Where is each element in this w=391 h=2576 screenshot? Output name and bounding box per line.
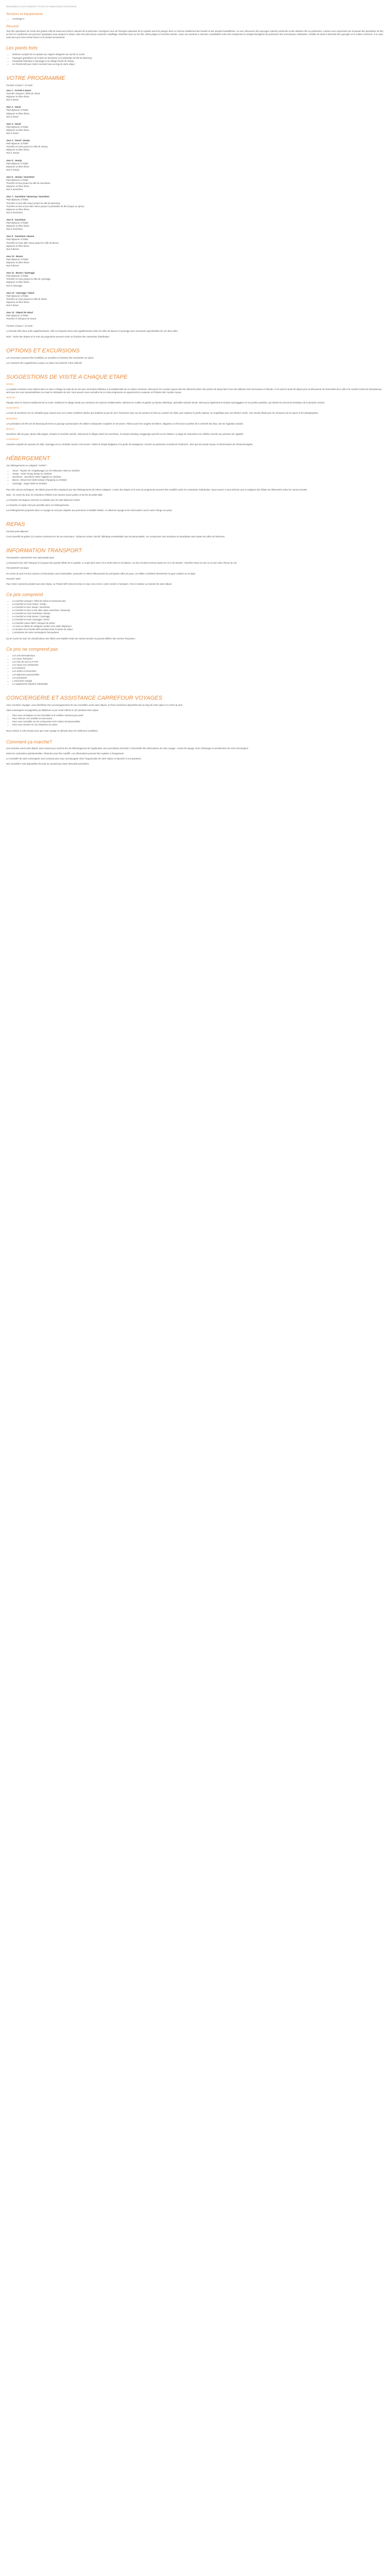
- day-line: Nuit à Seoul.: [6, 98, 19, 101]
- day-line: Déjeuner et dîner libres.: [6, 244, 30, 247]
- prix-note: (1) En Corée du Sud, les classifications des hôtels sont établies selon les normes locales et peuvent différer des normes françaises.: [6, 637, 136, 640]
- day-line: Petit déjeuner à l'hôtel.: [6, 109, 29, 112]
- day-line: Transfert en train aller-retour jusqu'à la ville de Busan.: [6, 241, 59, 244]
- day-line: Transfert en taxi ville-retour jusqu'à la ville de Boseong.: [6, 201, 61, 205]
- day-line: Déjeuner et dîner libres.: [6, 185, 30, 188]
- list-item: • Les repas non mentionnés: [12, 664, 385, 667]
- list-item: • L'assurance voyage: [12, 680, 385, 683]
- day-line: Nuit à Suncheon.: [6, 188, 23, 191]
- options-title: OPTIONS ET EXCURSIONS: [6, 347, 80, 354]
- day-line: Petit déjeuner à l'hôtel.: [6, 314, 29, 317]
- day-block: [6, 176, 385, 191]
- options-text: Les excursions peuvent être modifiées ou annulées en fonction des contraintes sur place.: [6, 356, 94, 359]
- transport-text-3: Pour rester connecté pendant tout votre séjour, un Pocket WiFi (4G) est inclus et vous sera remis à votre arrivée à l'aéroport. Il est à restituer au moment de votre départ.: [6, 582, 172, 585]
- heb-text-2: Les hébergements proposés dans ce voyage ne sont pas adaptés aux personnes à mobilité réduite. Le détail du voyage et les réservations sont à votre charge sur place.: [6, 509, 173, 512]
- list-item: • L'assistance de notre conciergerie francophone: [12, 631, 385, 634]
- list-item: • Couchage #: [12, 18, 385, 21]
- options-text-2: Les montants des suppléments à payer sur place sont donnés à titre indicatif.: [6, 361, 83, 364]
- suggestion-text: Les plantations de thé vert de Boseong forment un paysage spectaculaire de collines verdoyantes sculptées en terrasses. Flânez parmi les rangées de théiers, dégustez un thé local et profitez de la sérénité des lieux, loin de l'agitation urbaine.: [6, 422, 244, 425]
- formula-text: La formule offre deux nuits supplémentaires. Elle se compose d'une nuit supplémentaire dans les villes de Busan et Gyeongju avec excursions approfondies de ces deux villes.: [6, 330, 178, 333]
- list-item: • Gyeongju : Sugar hotel ou similaire: [12, 482, 385, 485]
- day-line: Déjeuner et dîner libres.: [6, 112, 30, 115]
- list-item: • Itinéraire complet de la capitale aux régions éloignées du sud de la Corée: [12, 53, 385, 56]
- day-title: Jour 12 : Gyeongju / Séoul: [6, 291, 35, 294]
- day-line: Petit déjeuner à l'hôtel.: [6, 142, 29, 145]
- day-line: Déjeuner et dîner libres.: [6, 128, 30, 131]
- day-line: Déjeuner et dîner libres.: [6, 300, 30, 303]
- day-line: Transfert aéroport / hôtel de Séoul.: [6, 92, 41, 95]
- concierge-text-2: Votre conciergerie est joignable par téléphone et par email 24h/24 et 7j/7 pendant votre séjour.: [6, 709, 99, 711]
- suggestion-text: Plongez dans le charme traditionnel de la Corée. Entdécrez le village hanok aux centaines de maisons traditionnelles, sillonnez les ruelles et goûtez au fameux bibimbap, spécialité culinaire locale. Découvrez également le temple Gyeonggijeon et ses jardins paisibles, qui abritent le portrait du fondateur de la dynastie Joseon.: [6, 401, 325, 404]
- end-text-2: Selon les contraintes opérationnelles, l'itinéraire peut être modifié. Les informations peuvent être sujettes à changement.: [6, 752, 124, 755]
- concierge-list: [6, 714, 385, 726]
- day-line: Transfert en train jusqu'à la ville de Séoul.: [6, 297, 47, 300]
- list-item: • Le supplément chambre individuelle: [12, 683, 385, 686]
- day-line: Petit déjeuner à l'hôtel.: [6, 294, 29, 297]
- transport-text-2: En Corée du Sud, les bus express et interurbains sont confortables, ponctuels et relient efficacement les principales villes du pays. Les billets s'achètent directement en gare routière ou en ligne.: [6, 572, 196, 575]
- suggestion-title: SEOUL :: [6, 382, 15, 385]
- day-block: [6, 218, 385, 231]
- list-item: • Paysages grandioses de la baie de Suncheon et la plantation de thé de Boseong: [12, 57, 385, 60]
- day-block: [6, 106, 385, 118]
- list-item: • Les visites et excursions: [12, 670, 385, 673]
- day-line: Transfert en bus jusqu'à la ville de Suncheon.: [6, 182, 51, 185]
- nonprix-list: [6, 654, 385, 686]
- day-line: Déjeuner et dîner libres.: [6, 208, 30, 211]
- day-line: Petit déjeuner à l'hôtel.: [6, 275, 29, 278]
- day-title: Jour 11 : Busan / Gyeongju: [6, 272, 35, 275]
- concierge-text: Avec Carrefour Voyages, vous bénéficiez d'un accompagnement de nos conseillers avant votre départ, et d'une assistance disponible tout au long de votre séjour en Corée du Sud.: [6, 703, 183, 706]
- end-text-3: Le conseiller de notre conciergerie vous contacte pour vous accompagner dans l'organisation de votre séjour et répondre à vos questions.: [6, 757, 142, 760]
- suggestion-text: Ancienne capitale du royaume de Silla, Gyeongju est un véritable musée à ciel ouvert. Visitez le temple Bulguksa et la grotte de Seokguram, classés au patrimoine mondial de l'UNESCO, ainsi que les tumuli royaux et l'observatoire de Cheomseongdae.: [6, 443, 253, 446]
- list-item: • Pour vous assister en cas d'imprévu sur place: [12, 723, 385, 726]
- transport-text-1: La limousine bus relie l'aéroport à la plupart des grands hôtels de la capitale. Le trajet dure entre 1h et 1h30 selon la circulation. Les bus circulent environ toutes les 15 à 30 minutes. Transfert retour en taxi ou en bus selon l'heure du vol.: [6, 562, 237, 565]
- list-item: • Escapade historique à Gyeongju et au village hanok de Jeonju: [12, 60, 385, 63]
- suggestions-list: [6, 383, 385, 446]
- list-item: • Les boissons: [12, 667, 385, 670]
- suggestion-text: La baie de Suncheon est un véritable joyau naturel avec ses vastes roselières dorées qui ondulent au gré du vent. Promenez-vous sur les pontons en bois au coucher du soleil, puis explorez le jardin national, un magnifique parc aux thèmes variés. Une escale idéale pour les amoureux de la nature et les photographes.: [6, 412, 319, 415]
- day-title: Jour 6 : Jeonju / Suncheon: [6, 175, 35, 178]
- resume-title: Résumé: [6, 25, 19, 29]
- end-title: Comment ça marche?: [6, 739, 52, 744]
- nonprix-title: Ce prix ne comprend pas: [6, 646, 58, 652]
- points-title: Les points forts: [6, 45, 38, 51]
- day-line: Transfert en train jusqu'à la ville de Gyeongju.: [6, 278, 51, 281]
- day-line: Petit déjeuner à l'hôtel.: [6, 222, 29, 225]
- list-item: • Pour vous conseiller sur les restaurants et les visites incontournables: [12, 720, 385, 723]
- day-line: Déjeuner et dîner libres.: [6, 225, 30, 228]
- concierge-title: CONCIERGERIE ET ASSISTANCE CARREFOUR VOYAGES: [6, 694, 162, 701]
- formula-note: Formule 15 jours / 14 nuits :: [6, 325, 34, 328]
- day-title: Jour 4 : Seoul / Jeonju: [6, 139, 30, 142]
- heb-list: [6, 469, 385, 485]
- programme-title: VOTRE PROGRAMME: [6, 75, 66, 81]
- day-line: Nuit à Busan.: [6, 247, 20, 250]
- list-item: • Le transfert retour hôtel / aéroport de Séoul: [12, 622, 385, 625]
- heb-note: Note : en Corée du Sud, les chambres d'hôtels sont souvent assez petites et les lits de petite taille.: [6, 493, 103, 496]
- day-title: Jour 3 : Seoul: [6, 122, 21, 125]
- heb-note-2: La chambre est toujours réservée en double avec les petit-déjeuners inclus.: [6, 498, 81, 501]
- list-item: • Suncheon : Suncheon Hotel Yeggebe ou similaire: [12, 476, 385, 479]
- day-line: Déjeuner et dîner libres.: [6, 165, 30, 168]
- day-line: Transfert en train jusqu'à la ville de Jeonju.: [6, 145, 48, 148]
- days-list: [6, 89, 385, 320]
- list-item: • Le transfert en train Séoul / Jeonju: [12, 603, 385, 606]
- suggestion-title: GYEONGJU :: [6, 437, 20, 440]
- day-title: Jour 1 : Arrivée à Seoul: [6, 89, 31, 92]
- day-block: [6, 272, 385, 287]
- day-line: Petit déjeuner à l'hôtel.: [6, 125, 29, 128]
- day-block: [6, 139, 385, 155]
- day-line: Nuit à Suncheon.: [6, 211, 23, 214]
- suggestion-title: JEONJU :: [6, 396, 17, 399]
- suggestions-title: SUGGESTIONS DE VISITE A CHAQUE ETAPE: [6, 374, 127, 380]
- transport-title: INFORMATION TRANSPORT: [6, 548, 82, 554]
- list-item: • Pour vous renseigner sur les formalités et le meilleur moment pour partir: [12, 714, 385, 717]
- suggestion-text: La capitale coréenne vous séduira dans ce sites à l'étage du style de vie ses plus charmants délicieux à la traditionnelle de sa culture coréenne. Découvrez les 5 palais royaux dont les éléments phare des jardins de Séoul dans l'une des bâtisses d'un harmonieux à l'étendu. Il est aussi le point de départ pour la découverte de l'ensemble de la ville et le marché animé de Namdaemun, ainsi que ses vues époustouflantes sur toute la métropole de nuit. Vous pouvez vous connaître de ce vaste programme en apprenant les coutumes et l'histoire des 5 palais royaux.: [6, 387, 382, 394]
- transport-sub-2: TRANSPORT EN BUS: [6, 567, 29, 570]
- day-line: Nuit à Jeonju.: [6, 151, 20, 155]
- day-line: Déjeuner et dîner libres.: [6, 281, 30, 284]
- list-item: • Le transfert en bus Jeonju / Suncheon: [12, 606, 385, 609]
- day-title: Jour 9 : Suncheon / Busan: [6, 235, 35, 238]
- list-item: • Les vols internationaux: [12, 654, 385, 657]
- list-item: • 12 nuits en hôtels de catégorie confort avec petits déjeuners: [12, 625, 385, 628]
- list-item: • Les dépenses personnelles: [12, 673, 385, 676]
- day-block: [6, 255, 385, 267]
- list-item: • Les pourboires: [12, 676, 385, 680]
- day-line: Transfert en bus et taxi aller-retour jusqu'à la plantation de thé (soupir ou Jjeux).: [6, 205, 85, 208]
- day-line: Nuit à Jeonju.: [6, 168, 20, 171]
- transport-sub-1: TRANSFERT AEROPORT EN LIMOUSINE BUS: [6, 556, 54, 560]
- day-line: Déjeuner et dîner libres.: [6, 95, 30, 98]
- day-title: Jour 7 : Suncheon / Boseong / Suncheon: [6, 195, 50, 198]
- day-line: Déjeuner et dîner libres.: [6, 148, 30, 151]
- day-line: Nuit à Seoul.: [6, 115, 19, 118]
- repas-text: Formule petit déjeuner.: [6, 530, 29, 533]
- day-block: [6, 123, 385, 135]
- day-line: Petit déjeuner à l'hôtel.: [6, 258, 29, 261]
- list-item: • Le transfert aéroport / hôtel de Séoul en limousine bus: [12, 600, 385, 603]
- list-item: • Un Pochel wifi pour rester connecté tout au long de votre séjour: [12, 63, 385, 66]
- day-block: [6, 292, 385, 307]
- day-block: [6, 311, 385, 320]
- list-item: • Seoul : Toyoko Inn Yongdeungpo ou G9 Hakusaeu Hotel ou similaire: [12, 469, 385, 472]
- end-text: Une semaine avant votre départ, vous recevez par email le lien de téléchargement de l'application vous permettant d'accéder à l'ensemble des informations de votre voyage : carnet de voyage, bons d'échange et coordonnées de votre conciergerie.: [6, 747, 249, 750]
- list-item: • Les frais de visa ou K-ETA: [12, 660, 385, 664]
- transport-sub-3: POCKET WIFI: [6, 577, 21, 580]
- heb-text: Pour des raisons techniques, les hôtels peuvent être remplacés par des hébergements de même catégorie. L'ordre des étapes et le sens du programme peuvent être modifiés selon les contraintes d'attribution. Nous tenons à vous informer que la catégorie des hôtels est déterminée selon les normes locales.: [6, 488, 308, 491]
- concierge-text-3: Nous restons à votre écoute pour que votre voyage se déroule dans les meilleures conditions.: [6, 730, 99, 733]
- list-item: • Les taxes d'aéroport: [12, 657, 385, 660]
- resume-text: Tour des splendeurs de Corée des grottes côté de Seoul aux trésors naturels de la péninsule. Imprégnez-vous de l'énergie captivante de la capitale avant de plonger dans ce charme traditionnel des hanoks et des temples bouddhistes. Au sud, découvrez des paysages naturels préservés et des douleurs liés au patrimoine. Laissez-vous surprendre par la beauté des plantations de thé, un livre en randonnée aux parcours aquatiques pour toujours la douce valse des plus beaux souvenirs à Bulletiga. Entredez-vous sur les îles, allant plages et marchés animés, ravoir son aventure à Jeonsan, inoubliables entre des montpemet ce vestige témoignent du patrimoine des ancestrauax civilisations. Profitez de toute la diversité des paysages et la culture coréenne. Il se vous reste plus qu'à vous laisser bercer et la beauté assurément!: [6, 30, 384, 39]
- repas-text-2: Il est conseillé de goûter à la cuisine coréenne lors de vos excursions : barbecue coréen, kimchi, bibimbap et tteokbokki sont incontournables. Les restaurants sont nombreux et abordables dans toutes les villes de l'itinéraire.: [6, 535, 225, 538]
- services-list: [6, 18, 385, 21]
- day-line: Nuit à Busan.: [6, 264, 20, 267]
- list-item: • La location d'un Pocket WiFi pendant toute la durée du séjour: [12, 628, 385, 631]
- repas-title: REPAS: [6, 521, 25, 528]
- day-line: Petit déjeuner à l'hôtel.: [6, 162, 29, 165]
- day-line: Petit déjeuner à l'hôtel.: [6, 179, 29, 181]
- end-text-4: Nos conseillers sont disponibles du lundi au samedi pour toute demande particulière.: [6, 762, 90, 765]
- services-title: Services et équipements: [6, 12, 43, 16]
- day-line: Déjeuner et dîner libres.: [6, 261, 30, 264]
- day-title: Jour 13 : Départ de Séoul: [6, 311, 33, 314]
- prix-list: [6, 600, 385, 634]
- page: [0, 0, 391, 766]
- list-item: • Jeonju : Hotel Tirung Jeonju ou similaire: [12, 472, 385, 476]
- formula-note-2: Note : l'ordre des étapes et le sens du programme peuvent varier en fonction des contraintes d'attribution.: [6, 335, 110, 338]
- day-line: Transfert à l'aéroport de Seoul.: [6, 317, 37, 320]
- suggestion-title: BOSEONG :: [6, 417, 19, 420]
- points-list: [6, 53, 385, 65]
- suggestion-title: BUSAN :: [6, 427, 15, 430]
- day-block: [6, 235, 385, 250]
- day-block: [6, 195, 385, 214]
- programme-note: Formule 13 jours / 12 nuits :: [6, 83, 34, 87]
- day-line: Nuit à Suncheon.: [6, 228, 23, 231]
- heb-note-3: La chambre en triple n'est pas possible dans ces hébergements.: [6, 503, 70, 506]
- day-line: Nuit à Seoul.: [6, 304, 19, 307]
- list-item: • Le transfert en bus et taxi aller-retour Suncheon / Boseong: [12, 609, 385, 612]
- heb-intro: Vos hébergements en catégorie "confort" :: [6, 464, 48, 467]
- suggestion-text: Deuxième ville du pays, Busan allie plages, temples et marchés animés. Découvrez le village coloré de Gamcheon, le temple Haedong Yonggungsa perché sur les falaises, la plage de Haeundae et le célèbre marché aux poissons de Jagalchi.: [6, 432, 244, 435]
- heb-title: HÉBERGEMENT: [6, 455, 50, 462]
- list-item: • Le transfert en train Gyeongju / Séoul: [12, 618, 385, 621]
- day-title: Jour 10 : Busan: [6, 255, 23, 258]
- day-line: Nuit à Gyeongju.: [6, 284, 23, 287]
- top-note: (Description Ce prix comprend / Ce prix ne comprend pas Conversions): [6, 5, 77, 8]
- day-line: Petit déjeuner à l'hôtel.: [6, 198, 29, 201]
- list-item: • Le transfert en train Busan / Gyeongju: [12, 615, 385, 618]
- day-line: Petit déjeuner à l'hôtel.: [6, 238, 29, 241]
- suggestion-title: SUNCHEON :: [6, 406, 20, 410]
- prix-title: Ce prix comprend: [6, 591, 43, 597]
- list-item: • Busan : Brown Dot Hotel Nampo Chungang ou similaire: [12, 479, 385, 482]
- list-item: • Le transfert en train Suncheon / Busan: [12, 612, 385, 615]
- day-block: [6, 159, 385, 172]
- list-item: • Pour réserver vos activités et excursions: [12, 717, 385, 720]
- day-title: Jour 5 : Jeonju: [6, 159, 22, 162]
- day-block: [6, 89, 385, 101]
- day-title: Jour 2 : Seoul: [6, 106, 21, 109]
- day-line: Nuit à Seoul.: [6, 131, 19, 134]
- day-title: Jour 8 : Suncheon: [6, 218, 26, 221]
